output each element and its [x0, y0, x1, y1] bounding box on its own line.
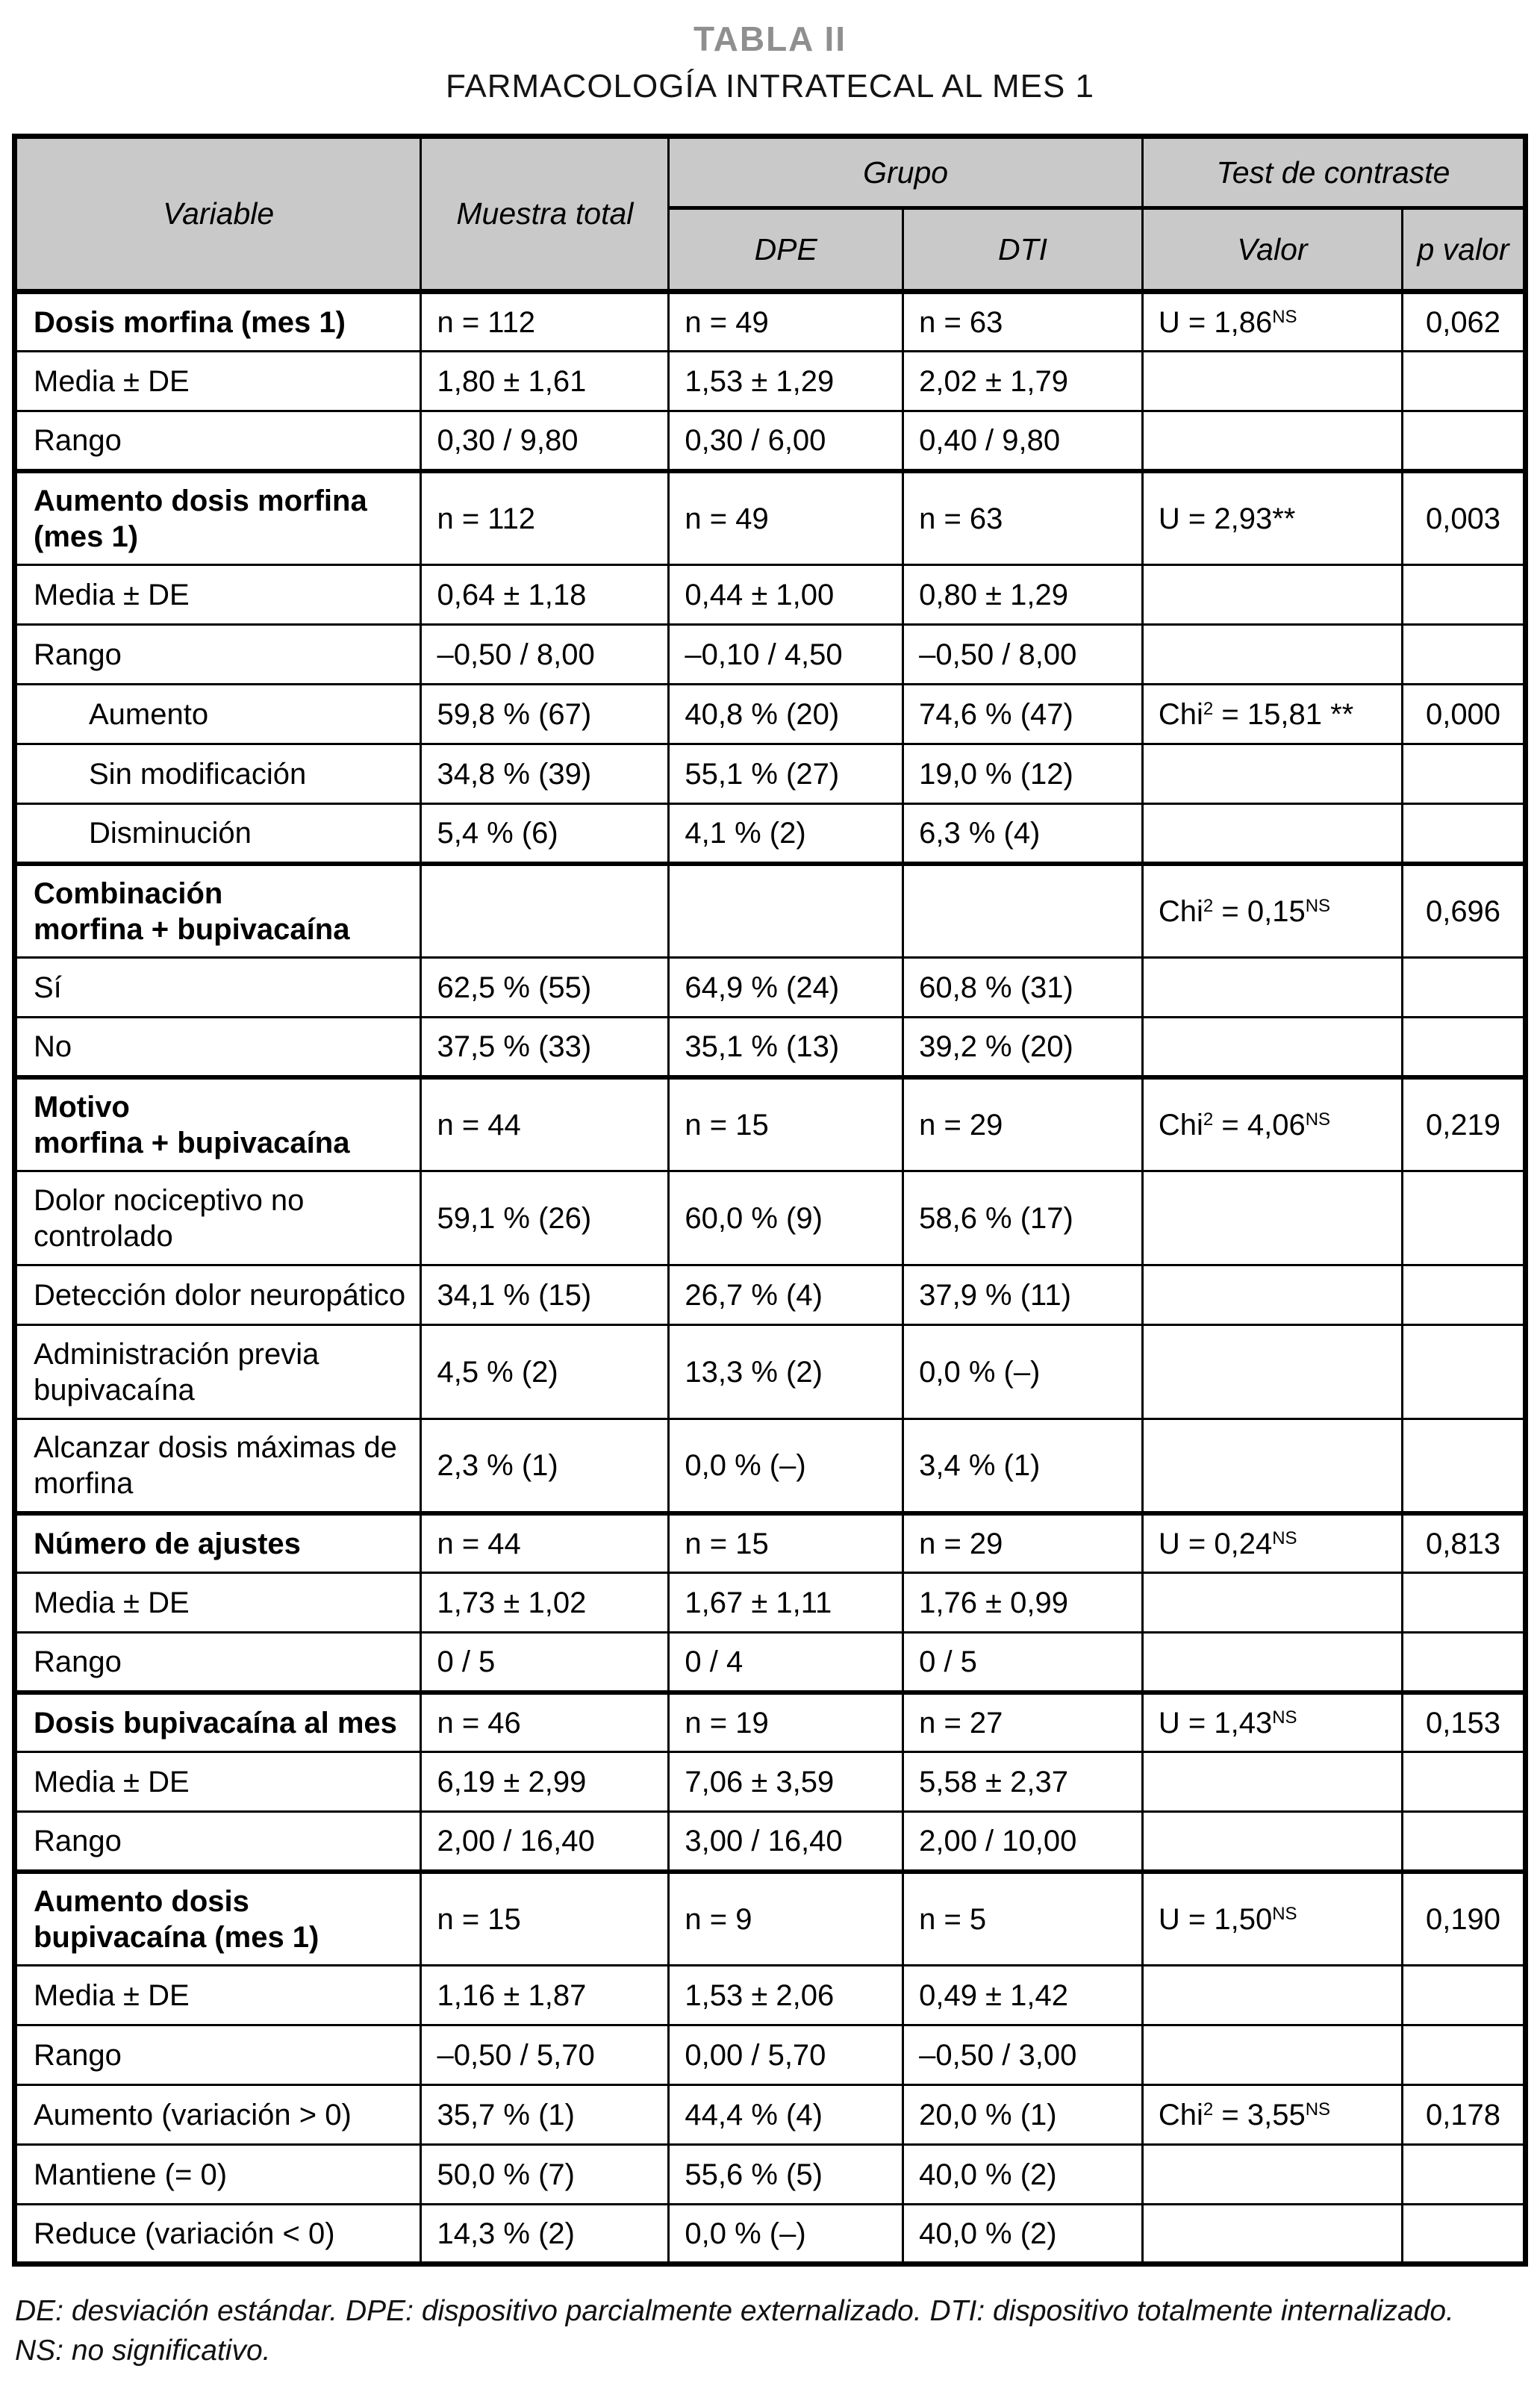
header-dpe: DPE	[669, 208, 903, 292]
footnote	[12, 2292, 1528, 2370]
table-row	[15, 1171, 1526, 1265]
cell-dti: 0,0 % (–)	[903, 1325, 1143, 1419]
cell-dti: n = 29	[903, 1513, 1143, 1573]
cell-dpe: n = 19	[669, 1692, 903, 1752]
cell-dpe: n = 49	[669, 292, 903, 352]
table-row	[15, 1018, 1526, 1077]
table-row	[15, 2145, 1526, 2205]
cell-valor	[1142, 864, 1402, 958]
valor-text: Chi	[1158, 894, 1203, 928]
cell-dti: 40,0 % (2)	[903, 2205, 1143, 2264]
cell-dti: –0,50 / 3,00	[903, 2025, 1143, 2085]
cell-p-valor	[1403, 2025, 1526, 2085]
table-row	[15, 411, 1526, 471]
variable-label-line: Rango	[34, 2038, 122, 2072]
cell-valor	[1142, 1513, 1402, 1573]
cell-variable	[15, 864, 421, 958]
cell-dpe: 4,1 % (2)	[669, 804, 903, 864]
cell-muestra-total: 59,1 % (26)	[421, 1171, 669, 1265]
cell-p-valor: 0,696	[1403, 864, 1526, 958]
cell-muestra-total: 62,5 % (55)	[421, 958, 669, 1018]
variable-label-line: Rango	[34, 424, 122, 458]
cell-p-valor	[1403, 352, 1526, 411]
cell-muestra-total: n = 15	[421, 1872, 669, 1966]
table-row	[15, 1633, 1526, 1692]
cell-p-valor: 0,219	[1403, 1077, 1526, 1171]
cell-variable	[15, 352, 421, 411]
variable-label-line: Rango	[34, 638, 122, 671]
cell-p-valor: 0,003	[1403, 471, 1526, 565]
variable-label-line: Media ± DE	[34, 1586, 190, 1619]
cell-dti: –0,50 / 8,00	[903, 625, 1143, 685]
cell-muestra-total: 0,64 ± 1,18	[421, 565, 669, 625]
table-title: FARMACOLOGÍA INTRATECAL AL MES 1	[445, 67, 1095, 105]
cell-variable	[15, 958, 421, 1018]
variable-label-line: Motivo	[34, 1090, 130, 1124]
cell-dti: n = 27	[903, 1692, 1143, 1752]
cell-p-valor	[1403, 804, 1526, 864]
cell-muestra-total: 0,30 / 9,80	[421, 411, 669, 471]
cell-variable	[15, 625, 421, 685]
header-test-de-contraste: Test de contraste	[1142, 137, 1525, 208]
cell-variable	[15, 2085, 421, 2145]
cell-dpe: 44,4 % (4)	[669, 2085, 903, 2145]
variable-label-line: No	[34, 1030, 72, 1064]
cell-muestra-total: 2,00 / 16,40	[421, 1812, 669, 1872]
cell-variable	[15, 2145, 421, 2205]
cell-dti: 0,80 ± 1,29	[903, 565, 1143, 625]
cell-p-valor	[1403, 1018, 1526, 1077]
cell-dpe: n = 9	[669, 1872, 903, 1966]
cell-variable	[15, 685, 421, 744]
variable-label-line: Sin modificación	[89, 757, 307, 791]
cell-dti: 39,2 % (20)	[903, 1018, 1143, 1077]
cell-valor	[1142, 1419, 1402, 1513]
cell-p-valor	[1403, 411, 1526, 471]
cell-dpe: 26,7 % (4)	[669, 1265, 903, 1325]
cell-variable	[15, 744, 421, 804]
cell-dpe: 0,00 / 5,70	[669, 2025, 903, 2085]
valor-text: U	[1158, 1902, 1180, 1936]
cell-variable	[15, 1077, 421, 1171]
table-label: TABLA II	[693, 19, 847, 58]
cell-valor	[1142, 2025, 1402, 2085]
cell-valor	[1142, 958, 1402, 1018]
cell-valor	[1142, 1265, 1402, 1325]
valor-text: Chi	[1158, 1108, 1203, 1142]
cell-muestra-total: –0,50 / 5,70	[421, 2025, 669, 2085]
cell-muestra-total: 6,19 ± 2,99	[421, 1752, 669, 1812]
footnote-line: DE: desviación estándar. DPE: dispositivo parcialmente externalizado. DTI: dispositivo totalmente internalizado.	[15, 2295, 1454, 2328]
cell-muestra-total: 50,0 % (7)	[421, 2145, 669, 2205]
cell-variable	[15, 292, 421, 352]
cell-variable	[15, 471, 421, 565]
header-muestra-total: Muestra total	[421, 137, 669, 292]
cell-muestra-total: n = 112	[421, 471, 669, 565]
cell-dpe: 55,1 % (27)	[669, 744, 903, 804]
cell-p-valor	[1403, 1325, 1526, 1419]
variable-label-line: Alcanzar dosis máximas de	[34, 1431, 397, 1465]
variable-label-line: Aumento (variación > 0)	[34, 2098, 352, 2131]
cell-muestra-total: 34,1 % (15)	[421, 1265, 669, 1325]
cell-p-valor	[1403, 1419, 1526, 1513]
cell-variable	[15, 1692, 421, 1752]
cell-valor	[1142, 471, 1402, 565]
cell-valor	[1142, 352, 1402, 411]
cell-muestra-total: n = 112	[421, 292, 669, 352]
variable-label-line: Aumento dosis morfina	[34, 484, 367, 517]
footnote-line: NS: no significativo.	[15, 2335, 271, 2367]
variable-label-line: morfina + bupivacaína	[34, 1126, 350, 1159]
cell-variable	[15, 1171, 421, 1265]
variable-label-line: Reduce (variación < 0)	[34, 2217, 335, 2250]
cell-variable	[15, 1573, 421, 1633]
variable-label-line: Rango	[34, 1825, 122, 1858]
cell-dti: 6,3 % (4)	[903, 804, 1143, 864]
cell-dpe: 3,00 / 16,40	[669, 1812, 903, 1872]
cell-dpe: 64,9 % (24)	[669, 958, 903, 1018]
valor-superscript: 2	[1203, 2099, 1214, 2120]
cell-valor	[1142, 1018, 1402, 1077]
cell-p-valor	[1403, 625, 1526, 685]
table-row	[15, 565, 1526, 625]
variable-label-line: Detección dolor neuropático	[34, 1278, 406, 1312]
valor-text: U	[1158, 305, 1180, 339]
cell-dpe: n = 49	[669, 471, 903, 565]
valor-text: Chi	[1158, 697, 1203, 731]
cell-muestra-total: –0,50 / 8,00	[421, 625, 669, 685]
cell-dti: 0 / 5	[903, 1633, 1143, 1692]
cell-p-valor	[1403, 1265, 1526, 1325]
valor-text: U	[1158, 1527, 1180, 1560]
cell-valor	[1142, 744, 1402, 804]
header-row-top	[15, 137, 1526, 208]
cell-p-valor: 0,062	[1403, 292, 1526, 352]
table-row	[15, 471, 1526, 565]
cell-muestra-total: 0 / 5	[421, 1633, 669, 1692]
cell-variable	[15, 1419, 421, 1513]
variable-label-line: bupivacaína (mes 1)	[34, 1920, 319, 1954]
variable-label-line: Mantiene (= 0)	[34, 2158, 228, 2191]
variable-label-line: Dolor nociceptivo no	[34, 1183, 305, 1217]
cell-p-valor: 0,178	[1403, 2085, 1526, 2145]
cell-dpe: 60,0 % (9)	[669, 1171, 903, 1265]
cell-valor	[1142, 1692, 1402, 1752]
valor-superscript: 2	[1203, 1109, 1214, 1130]
cell-dti: 0,49 ± 1,42	[903, 1966, 1143, 2025]
cell-dpe: 0,30 / 6,00	[669, 411, 903, 471]
cell-p-valor	[1403, 744, 1526, 804]
cell-p-valor	[1403, 1966, 1526, 2025]
title-block	[12, 19, 1528, 105]
cell-dti: 40,0 % (2)	[903, 2145, 1143, 2205]
variable-label-line: morfina	[34, 1467, 134, 1501]
table-row	[15, 1513, 1526, 1573]
header-p-valor: p valor	[1403, 208, 1526, 292]
valor-superscript: 2	[1203, 895, 1214, 916]
cell-valor	[1142, 1812, 1402, 1872]
cell-valor	[1142, 2205, 1402, 2264]
cell-p-valor	[1403, 1752, 1526, 1812]
cell-dpe: 1,53 ± 1,29	[669, 352, 903, 411]
cell-muestra-total: 1,80 ± 1,61	[421, 352, 669, 411]
valor-superscript: NS	[1272, 1707, 1297, 1728]
cell-dpe: 35,1 % (13)	[669, 1018, 903, 1077]
cell-variable	[15, 1513, 421, 1573]
cell-dti: 58,6 % (17)	[903, 1171, 1143, 1265]
variable-label-line: Media ± DE	[34, 1765, 190, 1799]
cell-muestra-total: 2,3 % (1)	[421, 1419, 669, 1513]
table-row	[15, 1265, 1526, 1325]
variable-label-line: Disminución	[89, 817, 252, 850]
cell-muestra-total: 14,3 % (2)	[421, 2205, 669, 2264]
cell-dti	[903, 864, 1143, 958]
cell-variable	[15, 1872, 421, 1966]
cell-dti: 1,76 ± 0,99	[903, 1573, 1143, 1633]
cell-dpe: 1,53 ± 2,06	[669, 1966, 903, 2025]
cell-variable	[15, 1966, 421, 2025]
variable-label-line: Aumento dosis	[34, 1884, 249, 1918]
cell-valor	[1142, 1077, 1402, 1171]
valor-text: **	[1272, 502, 1296, 535]
valor-superscript: NS	[1305, 2099, 1331, 2120]
variable-label-line: (mes 1)	[34, 520, 139, 553]
cell-valor	[1142, 804, 1402, 864]
valor-text: = 2,93	[1179, 502, 1273, 535]
cell-valor	[1142, 292, 1402, 352]
table-row	[15, 1872, 1526, 1966]
table-row	[15, 2085, 1526, 2145]
cell-dpe: –0,10 / 4,50	[669, 625, 903, 685]
cell-p-valor	[1403, 1633, 1526, 1692]
cell-valor	[1142, 1325, 1402, 1419]
cell-variable	[15, 804, 421, 864]
cell-p-valor	[1403, 2145, 1526, 2205]
table-row	[15, 352, 1526, 411]
cell-valor	[1142, 625, 1402, 685]
cell-valor	[1142, 1872, 1402, 1966]
valor-superscript: NS	[1272, 306, 1297, 327]
cell-dti: n = 29	[903, 1077, 1143, 1171]
valor-superscript: NS	[1272, 1528, 1297, 1548]
valor-text: **	[1330, 697, 1354, 731]
cell-dti: 19,0 % (12)	[903, 744, 1143, 804]
cell-muestra-total: 59,8 % (67)	[421, 685, 669, 744]
cell-dti: n = 63	[903, 471, 1143, 565]
cell-dti: n = 63	[903, 292, 1143, 352]
variable-label-line: Dosis morfina (mes 1)	[34, 305, 346, 339]
cell-valor	[1142, 685, 1402, 744]
valor-superscript: NS	[1272, 1903, 1297, 1924]
table-header	[15, 137, 1526, 292]
cell-muestra-total: 34,8 % (39)	[421, 744, 669, 804]
cell-muestra-total: 4,5 % (2)	[421, 1325, 669, 1419]
header-grupo: Grupo	[669, 137, 1143, 208]
valor-text: = 0,15	[1213, 894, 1306, 928]
table-row	[15, 2025, 1526, 2085]
table-row	[15, 292, 1526, 352]
table-row	[15, 1966, 1526, 2025]
cell-dti: 60,8 % (31)	[903, 958, 1143, 1018]
valor-text: = 1,50	[1179, 1902, 1273, 1936]
cell-dpe: 55,6 % (5)	[669, 2145, 903, 2205]
table-row	[15, 1077, 1526, 1171]
cell-muestra-total: n = 44	[421, 1077, 669, 1171]
cell-valor	[1142, 2085, 1402, 2145]
cell-dti: n = 5	[903, 1872, 1143, 1966]
cell-dpe: 1,67 ± 1,11	[669, 1573, 903, 1633]
cell-dpe: 0,44 ± 1,00	[669, 565, 903, 625]
cell-p-valor: 0,000	[1403, 685, 1526, 744]
cell-muestra-total: 1,73 ± 1,02	[421, 1573, 669, 1633]
valor-text: = 1,43	[1179, 1706, 1273, 1740]
cell-variable	[15, 1633, 421, 1692]
cell-dpe: 40,8 % (20)	[669, 685, 903, 744]
cell-muestra-total	[421, 864, 669, 958]
cell-p-valor	[1403, 2205, 1526, 2264]
variable-label-line: Combinación	[34, 876, 223, 910]
cell-dti: 3,4 % (1)	[903, 1419, 1143, 1513]
cell-p-valor	[1403, 1171, 1526, 1265]
cell-dti: 74,6 % (47)	[903, 685, 1143, 744]
valor-text: U	[1158, 502, 1180, 535]
cell-dpe	[669, 864, 903, 958]
cell-valor	[1142, 2145, 1402, 2205]
cell-dti: 37,9 % (11)	[903, 1265, 1143, 1325]
cell-valor	[1142, 1171, 1402, 1265]
cell-variable	[15, 565, 421, 625]
valor-superscript: NS	[1305, 895, 1331, 916]
valor-superscript: NS	[1305, 1109, 1331, 1130]
cell-dti: 0,40 / 9,80	[903, 411, 1143, 471]
variable-label-line: Número de ajustes	[34, 1527, 301, 1560]
cell-p-valor: 0,813	[1403, 1513, 1526, 1573]
header-dti: DTI	[903, 208, 1143, 292]
cell-p-valor	[1403, 565, 1526, 625]
cell-dpe: n = 15	[669, 1077, 903, 1171]
cell-p-valor: 0,153	[1403, 1692, 1526, 1752]
variable-label-line: Dosis bupivacaína al mes	[34, 1706, 397, 1740]
cell-muestra-total: 5,4 % (6)	[421, 804, 669, 864]
cell-dpe: 7,06 ± 3,59	[669, 1752, 903, 1812]
table-row	[15, 1419, 1526, 1513]
cell-variable	[15, 1265, 421, 1325]
cell-variable	[15, 411, 421, 471]
cell-valor	[1142, 1966, 1402, 2025]
cell-valor	[1142, 1633, 1402, 1692]
variable-label-line: Rango	[34, 1645, 122, 1679]
cell-dpe: 0 / 4	[669, 1633, 903, 1692]
cell-dti: 2,02 ± 1,79	[903, 352, 1143, 411]
valor-text: Chi	[1158, 2098, 1203, 2131]
table-row	[15, 1325, 1526, 1419]
cell-p-valor: 0,190	[1403, 1872, 1526, 1966]
variable-label-line: Media ± DE	[34, 1978, 190, 2012]
valor-superscript: 2	[1203, 698, 1214, 719]
cell-muestra-total: n = 44	[421, 1513, 669, 1573]
variable-label-line: morfina + bupivacaína	[34, 912, 350, 946]
cell-dpe: 0,0 % (–)	[669, 2205, 903, 2264]
header-valor: Valor	[1142, 208, 1402, 292]
cell-valor	[1142, 565, 1402, 625]
cell-dpe: 13,3 % (2)	[669, 1325, 903, 1419]
table-row	[15, 2205, 1526, 2264]
cell-valor	[1142, 1573, 1402, 1633]
table-row	[15, 1812, 1526, 1872]
valor-text: = 0,24	[1179, 1527, 1273, 1560]
table-row	[15, 864, 1526, 958]
cell-valor	[1142, 411, 1402, 471]
cell-muestra-total: 37,5 % (33)	[421, 1018, 669, 1077]
table-row	[15, 958, 1526, 1018]
table-row	[15, 1752, 1526, 1812]
cell-dti: 2,00 / 10,00	[903, 1812, 1143, 1872]
cell-variable	[15, 2025, 421, 2085]
cell-dpe: n = 15	[669, 1513, 903, 1573]
cell-dti: 5,58 ± 2,37	[903, 1752, 1143, 1812]
variable-label-line: Administración previa	[34, 1337, 319, 1371]
cell-p-valor	[1403, 958, 1526, 1018]
cell-variable	[15, 1325, 421, 1419]
table-row	[15, 625, 1526, 685]
table-row	[15, 744, 1526, 804]
cell-valor	[1142, 1752, 1402, 1812]
table-row	[15, 685, 1526, 744]
variable-label-line: bupivacaína	[34, 1373, 195, 1407]
cell-p-valor	[1403, 1573, 1526, 1633]
valor-text: = 3,55	[1213, 2098, 1306, 2131]
variable-label-line: Sí	[34, 971, 62, 1004]
variable-label-line: Media ± DE	[34, 364, 190, 398]
valor-text: U	[1158, 1706, 1180, 1740]
table-row	[15, 1573, 1526, 1633]
cell-muestra-total: 1,16 ± 1,87	[421, 1966, 669, 2025]
table-row	[15, 804, 1526, 864]
variable-label-line: Aumento	[89, 697, 209, 731]
variable-label-line: Media ± DE	[34, 578, 190, 611]
cell-dpe: 0,0 % (–)	[669, 1419, 903, 1513]
cell-dti: 20,0 % (1)	[903, 2085, 1143, 2145]
header-variable: Variable	[15, 137, 421, 292]
cell-variable	[15, 1812, 421, 1872]
cell-variable	[15, 1752, 421, 1812]
valor-text: = 1,86	[1179, 305, 1273, 339]
cell-variable	[15, 1018, 421, 1077]
table-row	[15, 1692, 1526, 1752]
valor-text: = 15,81	[1213, 697, 1331, 731]
variable-label-line: controlado	[34, 1219, 173, 1253]
cell-p-valor	[1403, 1812, 1526, 1872]
valor-text: = 4,06	[1213, 1108, 1306, 1142]
cell-variable	[15, 2205, 421, 2264]
pharmacology-table	[12, 134, 1528, 2267]
table-body	[15, 292, 1526, 2264]
cell-muestra-total: n = 46	[421, 1692, 669, 1752]
cell-muestra-total: 35,7 % (1)	[421, 2085, 669, 2145]
